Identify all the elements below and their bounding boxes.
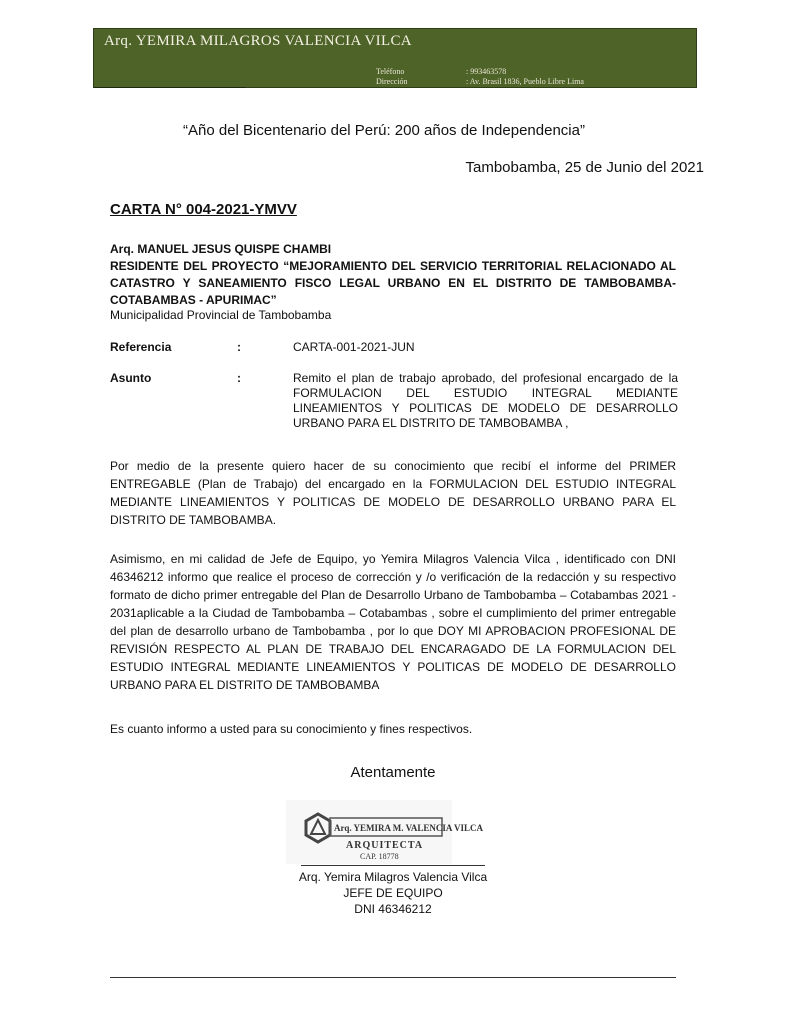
body-paragraph-2: Asimismo, en mi calidad de Jefe de Equipo, yo Yemira Milagros Valencia Vilca , identificado con DNI 46346212 informo que realice el proceso de corrección y /o verificación de la redacción y su respectivo formato de dicho primer entregable del Plan de Desarrollo Urbano de Tambobamba – Cotabambas 2021 - 2031aplicable a la Ciudad de Tambobamba – Cotabambas , sobre el cumplimiento del primer entregable del plan de desarrollo urbano de Tambobamba , por lo que DOY MI APROBACION PROFESIONAL DE REVISIÓN RESPECTO AL PLAN DE TRABAJO DEL ENCARAGADO DE LA FORMULACION DEL ESTUDIO INTEGRAL MEDIANTE LINEAMIENTOS Y POLITICAS DE MODELO DE DESARROLLO URBANO PARA EL DISTRITO DE TAMBOBAMBA: [110, 552, 676, 692]
closing: Atentamente: [350, 764, 436, 781]
addressee-role: RESIDENTE DEL PROYECTO “MEJORAMIENTO DEL SERVICIO TERRITORIAL RELACIONADO AL CATASTRO Y SANEAMIENTO FISCO LEGAL URBANO EN EL DISTRITO DE TAMBOBAMBA-COTABAMBAS - APURIMAC”: [110, 259, 676, 307]
address-label: Dirección: [376, 77, 408, 86]
architect-stamp: [286, 800, 484, 864]
phone-value: : 993463578: [466, 67, 507, 76]
signature-dni: DNI 46346212: [354, 902, 432, 916]
phone-label: Teléfono: [376, 67, 405, 76]
body-paragraph-1: Por medio de la presente quiero hacer de su conocimiento que recibí el informe del PRIMER ENTREGABLE (Plan de Trabajo) del encargado en la FORMULACION DEL ESTUDIO INTEGRAL MEDIANTE LINEAMIENTOS Y POLITICAS DE MODELO DE DESARROLLO URBANO PARA EL DISTRITO DE TAMBOBAMBA.: [110, 459, 676, 527]
stamp-graphic: [286, 800, 484, 864]
stamp-title: ARQUITECTA: [346, 840, 424, 851]
reference-label: Referencia: [110, 340, 172, 354]
reference-value: CARTA-001-2021-JUN: [293, 340, 415, 354]
signature-name: Arq. Yemira Milagros Valencia Vilca: [298, 870, 488, 884]
letterhead-name: Arq. YEMIRA MILAGROS VALENCIA VILCA: [104, 33, 412, 49]
motto: “Año del Bicentenario del Perú: 200 años de Independencia”: [183, 122, 585, 139]
letterhead-rule: [94, 87, 246, 88]
stamp-cap: CAP. 18778: [360, 852, 399, 861]
letterhead-banner: [93, 28, 697, 88]
addressee-institution: Municipalidad Provincial de Tambobamba: [110, 308, 332, 322]
address-value: : Av. Brasil 1836, Pueblo Libre Lima: [466, 77, 584, 86]
subject-value: Remito el plan de trabajo aprobado, del profesional encargado de la FORMULACION DEL ESTUDIO INTEGRAL MEDIANTE LINEAMIENTOS Y POLITICAS DE MODELO DE DESARROLLO URBANO PARA EL DISTRITO DE TAMBOBAMBA ,: [293, 371, 678, 430]
subject-colon: :: [237, 371, 241, 385]
reference-colon: :: [237, 340, 241, 354]
addressee-name: Arq. MANUEL JESUS QUISPE CHAMBI: [110, 242, 332, 256]
body-paragraph-3: Es cuanto informo a usted para su conocimiento y fines respectivos.: [110, 722, 473, 736]
subject-label: Asunto: [110, 371, 152, 385]
footer-rule: [110, 977, 676, 978]
stamp-name: Arq. YEMIRA M. VALENCIA VILCA: [334, 823, 484, 833]
letter-number: CARTA N° 004-2021-YMVV: [110, 201, 297, 218]
signature-role: JEFE DE EQUIPO: [343, 886, 443, 900]
place-date: Tambobamba, 25 de Junio del 2021: [465, 159, 704, 176]
signature-line: [301, 865, 485, 866]
